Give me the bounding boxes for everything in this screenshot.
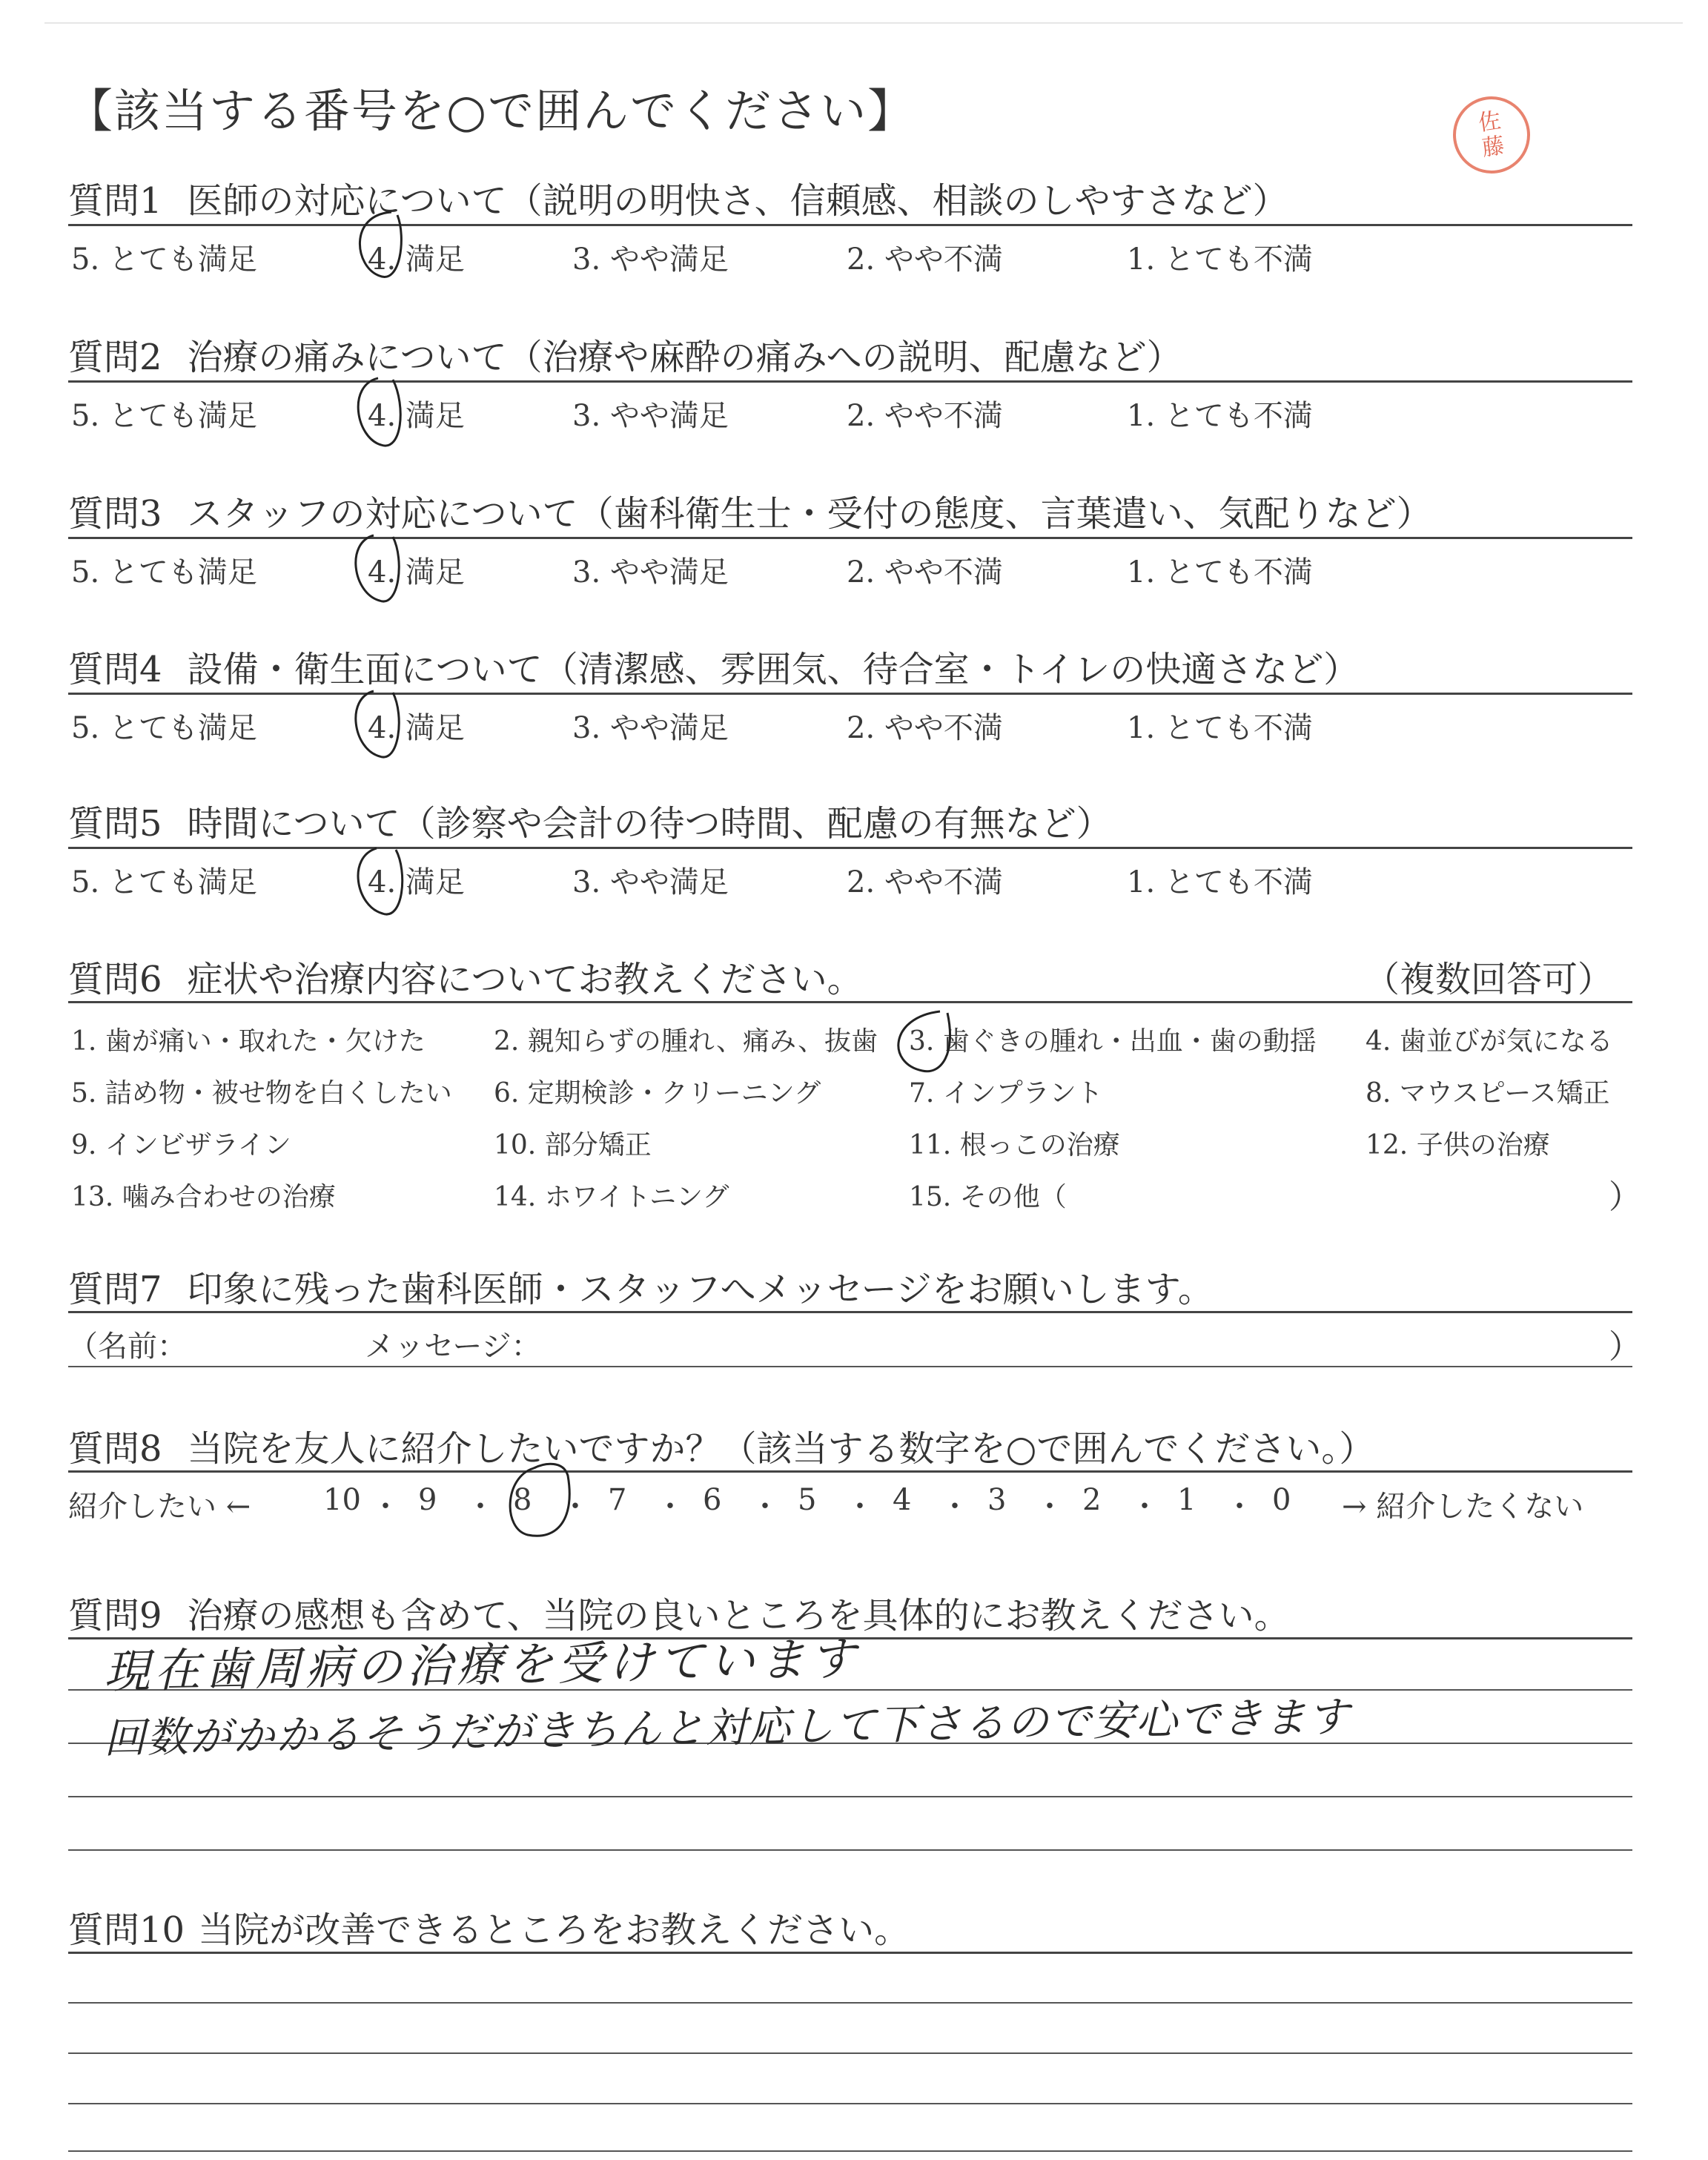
q6-note: （複数回答可） [1364, 959, 1614, 1000]
q9-number: 質問9 [68, 1595, 162, 1636]
q2-option-4[interactable]: 4. 満足 [368, 399, 465, 433]
q2-option-2[interactable]: 2. やや不満 [847, 399, 1003, 433]
q4-text: 設備・衛生面について（清潔感、雰囲気、待合室・トイレの快適さなど） [187, 649, 1360, 690]
q5-option-4[interactable]: 4. 満足 [368, 865, 465, 899]
q6-option-9[interactable]: 9. インビザライン [71, 1130, 291, 1160]
q2-number: 質問2 [68, 337, 162, 378]
q6-option-4[interactable]: 4. 歯並びが気になる [1366, 1026, 1613, 1057]
q7-name-label: （名前： [68, 1330, 187, 1364]
q8-scale-2[interactable]: 2 [1082, 1483, 1102, 1517]
q6-option-5[interactable]: 5. 詰め物・被せ物を白くしたい [71, 1078, 452, 1109]
q3-option-5[interactable]: 5. とても満足 [71, 555, 257, 589]
q4-option-4[interactable]: 4. 満足 [368, 711, 465, 745]
q1-option-5[interactable]: 5. とても満足 [71, 242, 257, 277]
q7-close: ） [1609, 1328, 1641, 1366]
q8-scale-4[interactable]: 4 [893, 1483, 912, 1517]
q2-option-1[interactable]: 1. とても不満 [1127, 399, 1313, 433]
q7-text: 印象に残った歯科医師・スタッフへメッセージをお願いします。 [187, 1269, 1214, 1310]
q8-scale-8[interactable]: 8 [513, 1483, 532, 1517]
seal-stamp: 佐 藤 [1448, 91, 1535, 178]
q8-scale-separator: ・ [845, 1490, 875, 1524]
q8-scale-separator: ・ [560, 1490, 590, 1524]
q8-scale-0[interactable]: 0 [1272, 1483, 1291, 1517]
q4-option-5[interactable]: 5. とても満足 [71, 711, 257, 745]
q4-selection-circle [356, 691, 399, 757]
q3-text: スタッフの対応について（歯科衛生士・受付の態度、言葉遣い、気配りなど） [187, 493, 1432, 535]
q6-option-13[interactable]: 13. 噛み合わせの治療 [71, 1182, 336, 1212]
q8-selection-circle [510, 1464, 569, 1536]
q8-scale-separator: ・ [1130, 1490, 1159, 1524]
q4-number: 質問4 [68, 649, 162, 690]
q8-scale-10[interactable]: 10 [323, 1483, 361, 1517]
q5-option-3[interactable]: 3. やや満足 [572, 865, 729, 899]
q3-option-1[interactable]: 1. とても不満 [1127, 555, 1313, 589]
q8-scale-6[interactable]: 6 [703, 1483, 722, 1517]
q8-scale-separator: ・ [1035, 1490, 1065, 1524]
q6-option-7[interactable]: 7. インプラント [909, 1078, 1103, 1109]
q2-text: 治療の痛みについて（治療や麻酔の痛みへの説明、配慮など） [187, 337, 1182, 378]
q8-left-label: 紹介したい ← [68, 1490, 251, 1524]
q4-option-3[interactable]: 3. やや満足 [572, 711, 729, 745]
q10-text: 当院が改善できるところをお教えください。 [198, 1909, 910, 1951]
q6-option-1[interactable]: 1. 歯が痛い・取れた・欠けた [71, 1026, 426, 1057]
q10-number: 質問10 [68, 1909, 185, 1951]
q9-handwritten-answer-2: 回数がかかるそうだがきちんと対応して下さるので安心できます [103, 1693, 1351, 1763]
q1-option-3[interactable]: 3. やや満足 [572, 242, 729, 277]
q5-selection-circle [358, 848, 403, 914]
q3-number: 質問3 [68, 493, 162, 535]
q3-option-2[interactable]: 2. やや不満 [847, 555, 1003, 589]
q3-selection-circle [356, 535, 399, 601]
q6-option-14[interactable]: 14. ホワイトニング [494, 1182, 729, 1212]
q6-text: 症状や治療内容についてお教えください。 [187, 959, 863, 1000]
q2-option-5[interactable]: 5. とても満足 [71, 399, 257, 433]
q6-option-2[interactable]: 2. 親知らずの腫れ、痛み、抜歯 [494, 1026, 878, 1057]
page-title: 【該当する番号を○で囲んでください】 [67, 84, 916, 138]
q8-scale-separator: ・ [371, 1490, 400, 1524]
q1-selection-circle [360, 212, 401, 277]
q6-option-3[interactable]: 3. 歯ぐきの腫れ・出血・歯の動揺 [909, 1026, 1317, 1057]
q6-option-11[interactable]: 11. 根っこの治療 [909, 1130, 1120, 1160]
q8-scale-separator: ・ [1225, 1490, 1254, 1524]
q7-message-label: メッセージ： [365, 1330, 541, 1364]
q8-scale-separator: ・ [940, 1490, 970, 1524]
q6-selection-circle [898, 1011, 950, 1071]
q6-option-10[interactable]: 10. 部分矯正 [494, 1130, 652, 1160]
q9-handwritten-answer-1: 現在歯周病の治療を受けています [103, 1631, 861, 1699]
q8-scale-3[interactable]: 3 [987, 1483, 1007, 1517]
q1-option-1[interactable]: 1. とても不満 [1127, 242, 1313, 277]
q6-option-6[interactable]: 6. 定期検診・クリーニング [494, 1078, 821, 1109]
q1-number: 質問1 [68, 180, 162, 222]
q2-selection-circle [358, 378, 400, 446]
q6-option-12[interactable]: 12. 子供の治療 [1366, 1130, 1550, 1160]
q3-option-3[interactable]: 3. やや満足 [572, 555, 729, 589]
q4-option-1[interactable]: 1. とても不満 [1127, 711, 1313, 745]
q8-number: 質問8 [68, 1428, 162, 1470]
q8-text: 当院を友人に紹介したいですか？（該当する数字を○で囲んでください。） [187, 1428, 1375, 1470]
q9-text: 治療の感想も含めて、当院の良いところを具体的にお教えください。 [187, 1595, 1290, 1636]
q1-option-2[interactable]: 2. やや不満 [847, 242, 1003, 277]
q8-scale-1[interactable]: 1 [1177, 1483, 1196, 1517]
q5-number: 質問5 [68, 803, 162, 845]
q7-number: 質問7 [68, 1269, 162, 1310]
q8-scale-5[interactable]: 5 [798, 1483, 817, 1517]
q8-scale-separator: ・ [750, 1490, 780, 1524]
q6-number: 質問6 [68, 959, 162, 1000]
q6-option-15[interactable]: 15. その他（ [909, 1182, 1067, 1212]
q5-text: 時間について（診察や会計の待つ時間、配慮の有無など） [187, 803, 1112, 845]
q8-scale-separator: ・ [655, 1490, 685, 1524]
q3-option-4[interactable]: 4. 満足 [368, 555, 465, 589]
q6-other-close: ） [1609, 1178, 1641, 1216]
q8-scale-9[interactable]: 9 [418, 1483, 437, 1517]
q8-scale-separator: ・ [466, 1490, 495, 1524]
q8-scale-7[interactable]: 7 [608, 1483, 627, 1517]
q5-option-5[interactable]: 5. とても満足 [71, 865, 257, 899]
q4-option-2[interactable]: 2. やや不満 [847, 711, 1003, 745]
q1-option-4[interactable]: 4. 満足 [368, 242, 465, 277]
q5-option-2[interactable]: 2. やや不満 [847, 865, 1003, 899]
q6-option-8[interactable]: 8. マウスピース矯正 [1366, 1078, 1610, 1109]
q1-text: 医師の対応について（説明の明快さ、信頼感、相談のしやすさなど） [187, 180, 1288, 222]
q8-right-label: → 紹介したくない [1342, 1490, 1584, 1524]
q5-option-1[interactable]: 1. とても不満 [1127, 865, 1313, 899]
q2-option-3[interactable]: 3. やや満足 [572, 399, 729, 433]
